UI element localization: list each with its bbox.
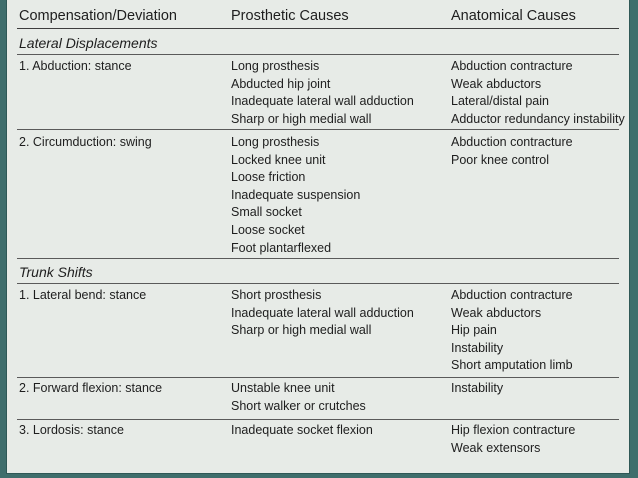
prosthetic-causes-cell: Unstable knee unit Short walker or crutches: [231, 381, 366, 413]
anatomical-causes-cell: Abduction contracture Weak abductors Lateral/distal pain Adductor redundancy instability: [451, 59, 625, 126]
section-title-lateral-displacements: Lateral Displacements: [17, 30, 619, 55]
anatomical-causes-cell: Abduction contracture Weak abductors Hip pain Instability Short amputation limb: [451, 288, 573, 373]
table-row: [17, 421, 619, 461]
table-header: [17, 0, 619, 29]
prosthetic-causes-cell: Long prosthesis Locked knee unit Loose friction Inadequate suspension Small socket Loose socket Foot plantarflexed: [231, 135, 361, 255]
table-row: [17, 56, 625, 130]
section-title-trunk-shifts: Trunk Shifts: [17, 259, 619, 284]
slide-frame: [7, 0, 629, 473]
anatomical-causes-cell: Abduction contracture Poor knee control: [451, 135, 573, 167]
table-row: [17, 131, 619, 259]
deviation-cell: 3. Lordosis: stance: [19, 423, 124, 437]
prosthetic-causes-cell: Inadequate socket flexion: [231, 423, 373, 437]
deviation-cell: 2. Forward flexion: stance: [19, 381, 163, 395]
table-row: [17, 379, 619, 420]
anatomical-causes-cell: Instability: [451, 381, 504, 395]
prosthetic-causes-cell: Short prosthesis Inadequate lateral wall adduction Sharp or high medial wall: [231, 288, 414, 338]
deviation-cell: 1. Abduction: stance: [19, 59, 132, 73]
header-compensation: Compensation/Deviation: [19, 8, 177, 24]
anatomical-causes-cell: Hip flexion contracture Weak extensors: [451, 423, 576, 455]
prosthetic-causes-cell: Long prosthesis Abducted hip joint Inadequate lateral wall adduction Sharp or high medial wall: [231, 59, 414, 126]
table-row: [17, 285, 619, 378]
deviation-cell: 1. Lateral bend: stance: [19, 288, 147, 302]
header-prosthetic-causes: Prosthetic Causes: [231, 8, 349, 24]
deviation-cell: 2. Circumduction: swing: [19, 135, 152, 149]
header-anatomical-causes: Anatomical Causes: [451, 8, 576, 24]
